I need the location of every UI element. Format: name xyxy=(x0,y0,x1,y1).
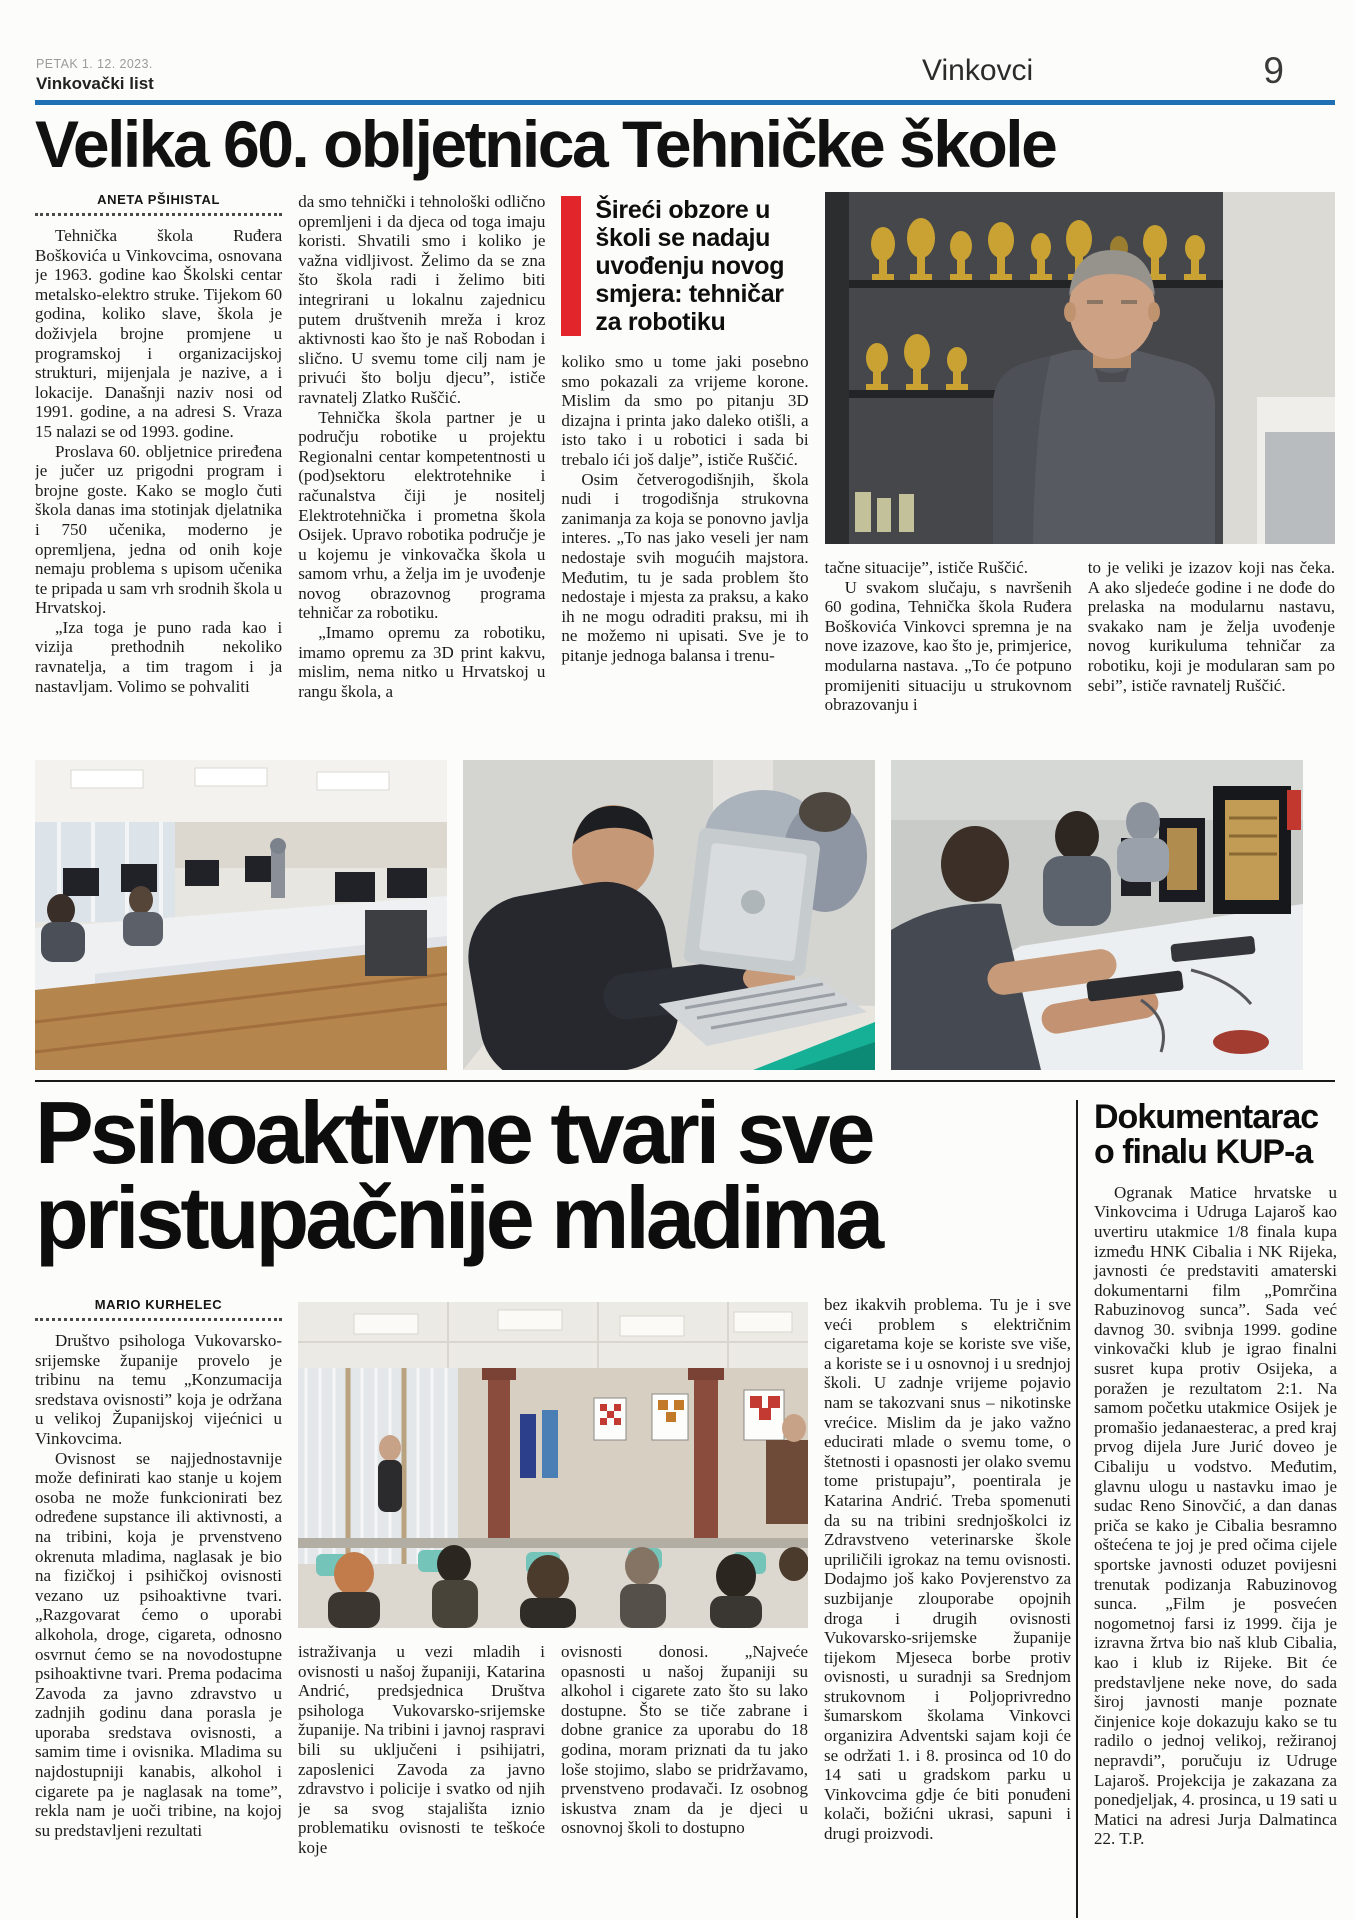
article2-text-col4: bez ikakvih problema. Tu je i sve veći problem s električnim cigaretama koje se koriste sve više, a koriste se i u osnovnoj i u srednjoj školi. U zadnje vrijeme pojavio nam se takozvani snus – nikotinske vrećice. Mislim da je jako važno educirati mlade o svemu tome, o štetnosti i opasnosti jer olako svemu tome pristupaju”, poentirala je Katarina Andrić. Treba spomenuti da su na tribini srednjoškolci iz Zdravstveno veterinarske škole upriličili igrokaz na temu ovisnosti. Dodajmo još kako Povjerenstvo za suzbijanje zlouporabe opojnih droga i drugih ovisnosti Vukovarsko-srijemske županije tijekom Mjeseca borbe protiv ovisnosti, u suradnji sa Srednjom strukovnom i Poljoprivredno šumarskom školama Vinkovci organizira Adventski sajam koji će se održati 1. i 8. prosinca od 10 do 14 sati u gradskom parku u Vinkovcima gdje će biti ponuđeni kolači, božićni ukrasi, sapuni i drugi proizvodi. xyxy=(824,1295,1071,1844)
article2-column-1 xyxy=(35,1297,282,1920)
computer-row-photo xyxy=(891,760,1303,1070)
article1-headline: Velika 60. obljetnica Tehničke škole xyxy=(35,107,1056,181)
sidebar-article xyxy=(1076,1100,1337,1918)
article1-body xyxy=(35,192,1335,748)
pull-quote: Šireći obzore u školi se nadaju uvođenju novog smjera: tehničar za robotiku xyxy=(561,196,808,336)
classroom-photo xyxy=(35,760,447,1070)
student-laptop-photo xyxy=(463,760,875,1070)
article2-text-col2: istraživanja u vezi mladih i ovisnosti u našoj županiji, Katarina Andrić, predsjednica Društva psihologa Vukovarsko-srijemske županije. Na tribini i javnoj raspravi bili su uključeni i psihijatri, zaposlenici Zavoda za javno zdravstvo i policije i svatko od njih je sa svog stajališta iznio problematiku ovisnosti te teškoće koje xyxy=(298,1642,545,1857)
article2-author: MARIO KURHELEC xyxy=(35,1297,282,1321)
article1-text-col4: tačne situacije”, ističe Ruščić. U svakom slučaju, s navršenih 60 godina, Tehnička škola Ruđera Boškovića Vinkovci spremna je na nove izazove, kao što je, primjerice, modularna nastava. „To će potpuno promijeniti situaciju u strukovnom obrazovanju i xyxy=(824,558,1072,715)
council-hall-photo xyxy=(298,1302,808,1628)
page-number: 9 xyxy=(1263,50,1284,91)
article1-underphoto-columns xyxy=(825,558,1335,715)
article1-text-col1: Tehnička škola Ruđera Boškovića u Vinkovcima, osnovana je 1963. godine kao Školski centar metalsko-elektro struke. Tijekom 60 godina, koliko slave, škola je doživjela brojne promjene u programskoj i organizacijskoj strukturi, mijenjala je nazive, a i lokacije. Današnji naziv nosi od 1991. godine, a na adresi S. Vraza 15 nalazi se od 1993. godine. Proslava 60. obljetnice priređena je jučer uz prigodni program i brojne goste. Kako se moglo čuti škola danas ima stotinjak djelatnika i 750 učenika, moderno je opremljena, jedna od onih koje nemaju problema s upisom učenika te pripada u sam vrh srodnih škola u Hrvatskoj. „Iza toga je puno rada kao i vizija prethodnih nekoliko ravnatelja, a tim tragom i ja nastavljam. Volimo se pohvaliti xyxy=(35,226,283,696)
article1-text-col3: koliko smo u tome jaki posebno smo pokazali za vrijeme korone. Mislim da smo po pitanju 3D dizajna i printa jako daleko otišli, a isto tako i u robotici i sada bi trebalo ići još dalje”, ističe Ruščić. Osim četverogodišnjih, škola nudi i trogodišnja strukovna zanimanja za koja se ponovno javlja interes. „To nas jako veseli jer nam nedostaje svih mogućih majstora. Međutim, tu je sada problem što nedostaje i mjesta za praksu, a kako ih ne mogu odraditi praksu, mi ih ne možemo ni upisati. Sve je to pitanje jednoga balansa i trenu- xyxy=(561,352,809,665)
article2-text-col1: Društvo psihologa Vukovarsko-srijemske županije provelo je tribinu na temu „Konzumacija sredstava ovisnosti” koja je održana u velikoj Županijskoj vijećnici u Vinkovcima. Ovisnost se najjednostavnije može definirati kao stanje u kojem osoba ne može funkcionirati bez određene supstance ili aktivnosti, a na tribini, koja je prvenstveno okrenuta mladima, naglasak je bio na fizičkoj i psihičkoj ovisnosti vezano uz psihoaktivne tvari. „Razgovarat ćemo o uporabi alkohola, droge, cigareta, odnosno osvrnut ćemo se na novodostupne psihoaktivne tvari. Prema podacima Zavoda za javno zdravstvo u zadnjih godinu dana porasla je uporaba sredstava ovisnosti, a samim time i ovisnika. Mladima su najdostupniji kanabis, alkohol i cigarete pa je naglasak na tome”, rekla nam je uoči tribine, na kojoj su predstavljeni rezultati xyxy=(35,1331,282,1840)
sidebar-text: Ogranak Matice hrvatske u Vinkovcima i Udruga Lajaroš kao uvertiru utakmice 1/8 finala kupa između HNK Cibalia i NK Rijeka, javnosti će predstaviti amaterski dokumentarni film „Pomrčina Rabuzinovog sunca”. Sada već davnog 30. svibnja 1999. godine vinkovački klub je igrao finalni susret kupa protiv Osijeka, a poražen je rezultatom 2:1. Na samom početku utakmice Osijek je promašio jedanaesterac, a pred kraj prvog dijela Jure Jurić doveo je Cibaliju u vodstvo. Međutim, glavnu ulogu u nastavku imao je sudac Reno Sinovčić, a dan danas priča se kako je Cibalia besramno oštećena te joj je pred očima cijele sportske javnosti oduzet povijesni trenutak podizanja Rabuzinovog sunca. „Film je posvećen nogometnoj farsi iz 1999. čija je izravna žrtva bio naš klub Cibalia, kao i klub iz Rijeke. Bit će predstavljene neke nove, do sada široj javnosti manje poznate činjenice koje dokazuju kako se tu radilo o jednoj velikoj, režiranoj nepravdi”, poručuju iz Udruge Lajaroš. Projekcija je zakazana za ponedjeljak, 4. prosinca, u 19 sati u Matici na adresi Jurja Dalmatinca 22. T.P. xyxy=(1094,1182,1337,1849)
article1-column-3 xyxy=(561,192,808,748)
article2-headline: Psihoaktivne tvari sve pristupačnije mladima xyxy=(35,1090,881,1268)
lower-section xyxy=(35,1090,1340,1920)
article1-right-block xyxy=(825,192,1335,748)
header-rule xyxy=(35,100,1335,105)
sidebar-headline: Dokumentarac o finalu KUP-a xyxy=(1094,1100,1319,1172)
article1-column-1 xyxy=(35,192,282,748)
section-divider-rule xyxy=(35,1080,1335,1082)
article1-author: ANETA PŠIHISTAL xyxy=(35,192,282,216)
photo-strip xyxy=(35,760,1335,1070)
section-title: Vinkovci xyxy=(922,54,1034,87)
article1-text-col5: to je veliki je izazov koji nas čeka. A ako sljedeće godine i ne dođe do prelaska na modularnu nastavu, svakako nam je želja uvođenje novog kurikuluma tehničar za robotiku, koji je modularan sam po sebi”, ističe ravnatelj Ruščić. xyxy=(1087,558,1335,695)
article2-text-col3: ovisnosti donosi. „Najveće opasnosti u našoj županiji su alkohol i cigarete zato što su lako dostupne. Što se tiče zabrane i dobne granice za uporabu do 18 godina, moram priznati da tu jako loše stojimo, slabo se pridržavamo, prvenstveno prodavači. Iz osobnog iskustva znam da je djeci u osnovnoj školi to dostupno xyxy=(561,1642,808,1838)
publication-name: Vinkovački list xyxy=(36,74,154,93)
principal-trophies-photo xyxy=(825,192,1335,544)
edition-date: PETAK 1. 12. 2023. xyxy=(36,57,153,71)
article1-text-col2: da smo tehnički i tehnološki odlično opremljeni i da djeca od toga imaju koristi. Shvatili smo i koliko je važna vidljivost. Želimo da se zna što škola radi i želimo biti integrirani u lokalnu zajednicu putem društvenih mreža i kroz aktivnosti kao što je naš Robodan i slično. U svemu tome cilj nam je privući što bolju djecu”, ističe ravnatelj Zlatko Ruščić. Tehnička škola partner je u području robotike u projektu Regionalni centar kompetentnosti u (pod)sektoru elektrotehnike i računalstva čiji je nositelj Elektrotehnička i prometna škola Osijek. Upravo robotika područje je u kojemu je vinkovačka škola u samom vrhu, a želja im je uvođenje novog obrazovnog programa tehničar za robotiku. „Imamo opremu za robotiku, imamo opremu za 3D print kakvu, mislim, nema nitko u Hrvatskoj u rangu škola, a xyxy=(298,192,546,701)
